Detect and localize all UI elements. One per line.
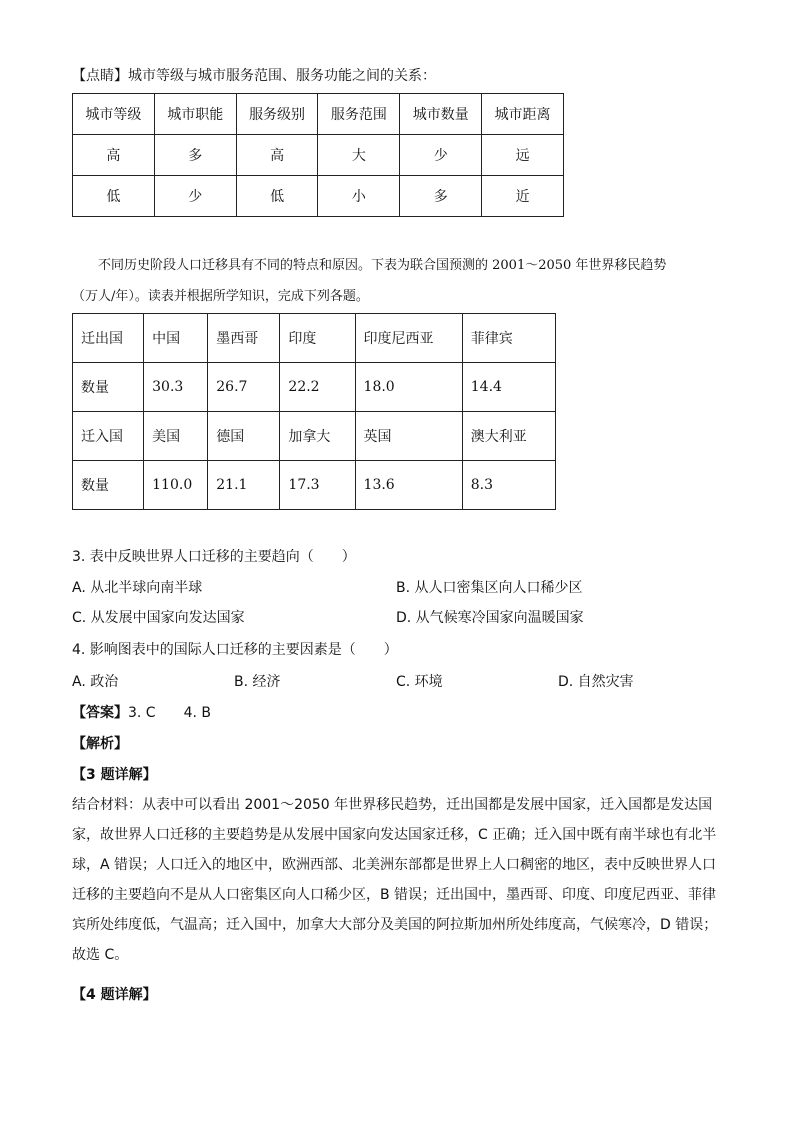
table-header-cell: 服务范围 — [318, 94, 400, 135]
detail-3-text: 结合材料：从表中可以看出 2001～2050 年世界移民趋势，迁出国都是发展中国家，迁入国都是发达国家，故世界人口迁移的主要趋势是从发展中国家向发达国家迁移，C 正确；迁入国中既有南半球也有北半球，A 错误；人口迁入的地区中，欧洲西部、北美洲东部都是世界上人口稠密的地区，表中反映世界人口迁移的主要趋向不是从人口密集区向人口稀少区，B 错误；迁出国中，墨西哥、印度、印度尼西亚、菲律宾所处纬度低，气温高；迁入国中，加拿大大部分及美国的阿拉斯加州所处纬度高，气候寒冷，D 错误；故选 C。 — [72, 797, 718, 963]
question-4-option-c: C. 环境 — [396, 674, 443, 690]
table-cell: 英国 — [355, 412, 462, 461]
table-header-cell: 城市职能 — [154, 94, 236, 135]
table-header-cell: 服务级别 — [236, 94, 318, 135]
table-row — [73, 412, 556, 461]
table-cell: 少 — [154, 176, 236, 217]
table-cell: 8.3 — [462, 461, 555, 510]
table-row — [73, 176, 564, 217]
question-4-option-d: D. 自然灾害 — [558, 674, 634, 690]
table-cell: 远 — [482, 135, 564, 176]
table-cell: 大 — [318, 135, 400, 176]
table-cell: 澳大利亚 — [462, 412, 555, 461]
table-row — [73, 314, 556, 363]
question-4-stem: 4. 影响图表中的国际人口迁移的主要因素是（ ） — [72, 642, 398, 658]
table-header-cell: 城市数量 — [400, 94, 482, 135]
table-cell: 近 — [482, 176, 564, 217]
question-3-option-a: A. 从北半球向南半球 — [72, 580, 203, 596]
table-header-cell: 城市距离 — [482, 94, 564, 135]
table-cell: 26.7 — [208, 363, 280, 412]
table-cell: 22.2 — [280, 363, 355, 412]
table-cell: 中国 — [144, 314, 208, 363]
table-cell: 印度尼西亚 — [355, 314, 462, 363]
table-cell: 多 — [154, 135, 236, 176]
question-3-option-d: D. 从气候寒冷国家向温暖国家 — [396, 610, 584, 626]
question-4-option-a: A. 政治 — [72, 674, 119, 690]
table-cell: 110.0 — [144, 461, 208, 510]
table-cell: 21.1 — [208, 461, 280, 510]
table-cell: 17.3 — [280, 461, 355, 510]
table-cell: 小 — [318, 176, 400, 217]
table-cell: 13.6 — [355, 461, 462, 510]
table-header-cell: 城市等级 — [73, 94, 155, 135]
city-level-table — [72, 93, 564, 217]
table-cell: 加拿大 — [280, 412, 355, 461]
intro-line-2: （万人/年）。读表并根据所学知识，完成下列各题。 — [72, 289, 369, 304]
table-cell: 墨西哥 — [208, 314, 280, 363]
table-cell: 18.0 — [355, 363, 462, 412]
table-cell: 迁出国 — [73, 314, 144, 363]
table-cell: 美国 — [144, 412, 208, 461]
migration-table — [72, 313, 556, 510]
table-cell: 数量 — [73, 363, 144, 412]
table-row — [73, 94, 564, 135]
answer-line — [72, 703, 211, 723]
table-cell: 30.3 — [144, 363, 208, 412]
table-cell: 低 — [73, 176, 155, 217]
table-row — [73, 363, 556, 412]
question-3-option-b: B. 从人口密集区向人口稀少区 — [396, 580, 583, 596]
answer-label: 【答案】 — [72, 705, 128, 721]
table-row — [73, 135, 564, 176]
table-cell: 少 — [400, 135, 482, 176]
detail-4-label: 【4 题详解】 — [72, 987, 157, 1003]
table-cell: 低 — [236, 176, 318, 217]
table-cell: 高 — [236, 135, 318, 176]
tip-title: 【点睛】城市等级与城市服务范围、服务功能之间的关系： — [72, 68, 436, 84]
table-cell: 高 — [73, 135, 155, 176]
question-3-stem: 3. 表中反映世界人口迁移的主要趋向（ ） — [72, 549, 356, 565]
analysis-label: 【解析】 — [72, 736, 128, 752]
table-cell: 印度 — [280, 314, 355, 363]
table-cell: 菲律宾 — [462, 314, 555, 363]
table-cell: 数量 — [73, 461, 144, 510]
detail-3-label: 【3 题详解】 — [72, 767, 157, 783]
answer-text: 3. C 4. B — [128, 705, 211, 721]
table-cell: 德国 — [208, 412, 280, 461]
table-cell: 14.4 — [462, 363, 555, 412]
table-row — [73, 461, 556, 510]
intro-line-1: 不同历史阶段人口迁移具有不同的特点和原因。下表为联合国预测的 2001～2050 年世界移民趋势 — [98, 258, 667, 273]
table-cell: 多 — [400, 176, 482, 217]
table-cell: 迁入国 — [73, 412, 144, 461]
question-3-option-c: C. 从发展中国家向发达国家 — [72, 610, 245, 626]
question-4-option-b: B. 经济 — [234, 674, 281, 690]
